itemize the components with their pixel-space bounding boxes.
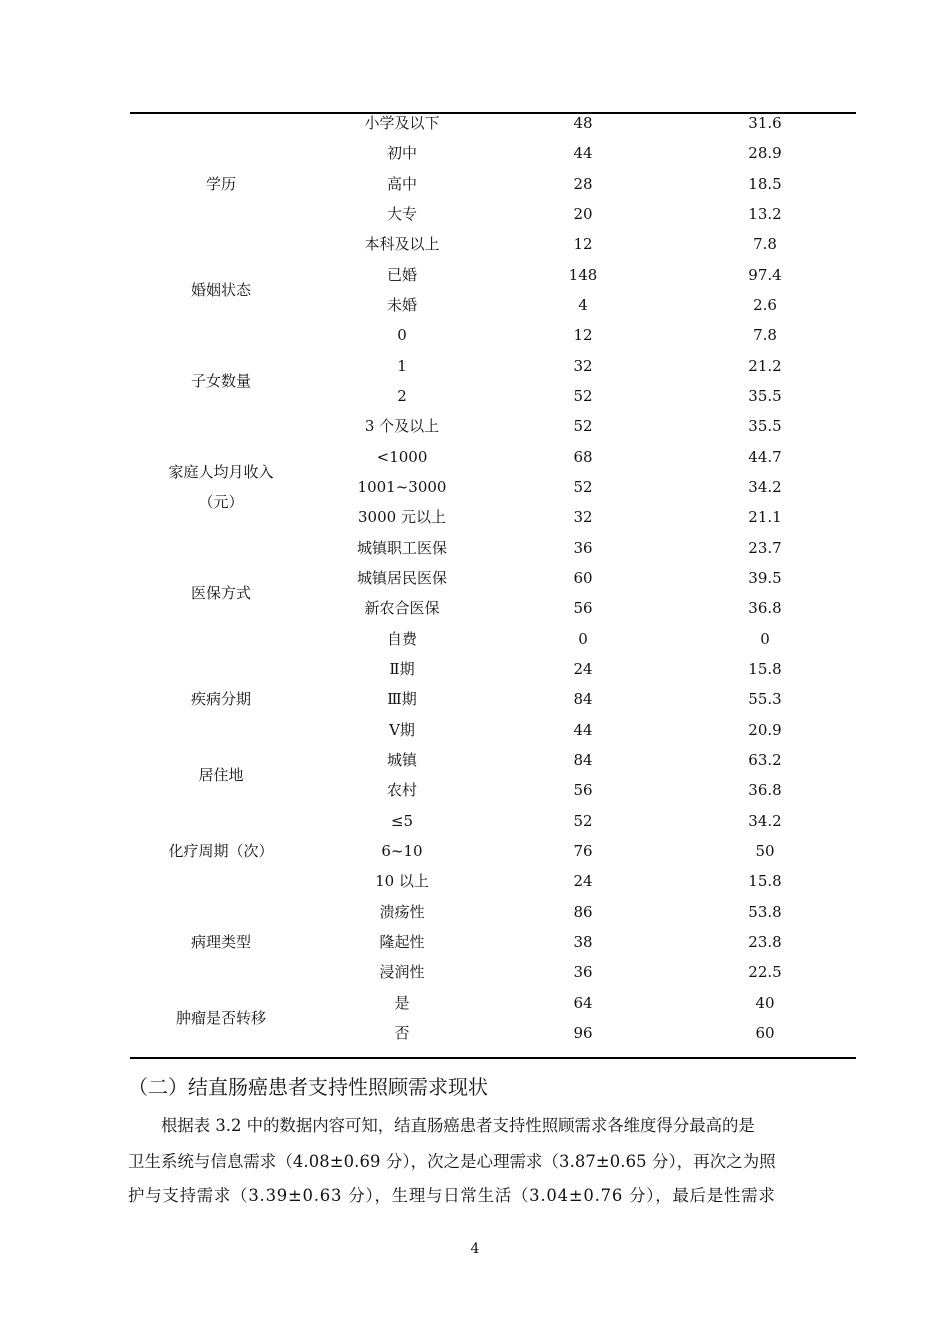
table-cell-sub-item: 农村 xyxy=(386,781,417,800)
table-cell-sub-item: Ⅴ期 xyxy=(389,720,415,739)
table-cell-sub-item: 已婚 xyxy=(386,265,417,284)
table-cell-sub-item: 城镇 xyxy=(386,750,417,769)
table-cell-sub-item: 自费 xyxy=(386,629,417,648)
table-cell-percent: 36.8 xyxy=(748,599,782,618)
table-cell-sub-item: 否 xyxy=(394,1023,410,1042)
table-cell-percent: 35.5 xyxy=(748,417,782,436)
table-cell-count: 32 xyxy=(573,356,593,375)
table-cell-sub-item: 6~10 xyxy=(381,841,423,860)
table-cell-count: 12 xyxy=(573,326,593,345)
table-cell-count: 60 xyxy=(573,568,593,587)
table-cell-count: 48 xyxy=(573,114,593,132)
table-cell-count: 44 xyxy=(573,144,593,163)
table-cell-count: 28 xyxy=(573,174,593,193)
table-cell-count: 148 xyxy=(568,265,598,284)
table-cell-percent: 60 xyxy=(755,1023,775,1042)
table-cell-percent: 63.2 xyxy=(748,750,782,769)
table-cell-count: 20 xyxy=(573,204,593,223)
table-bottom-rule xyxy=(130,1057,856,1059)
table-cell-sub-item: 未婚 xyxy=(386,295,417,314)
table-cell-percent: 35.5 xyxy=(748,386,782,405)
table-category-label: 家庭人均月收入（元） xyxy=(168,462,274,511)
table-cell-sub-item: 本科及以上 xyxy=(364,235,440,254)
paragraph-line-1: 根据表 3.2 中的数据内容可知，结直肠癌患者支持性照顾需求各维度得分最高的是 xyxy=(161,1116,755,1135)
table-cell-count: 38 xyxy=(573,932,593,951)
table-cell-sub-item: 城镇职工医保 xyxy=(356,538,447,557)
table-cell-percent: 39.5 xyxy=(748,568,782,587)
table-cell-percent: 20.9 xyxy=(748,720,782,739)
paragraph-line-3: 护与支持需求（3.39±0.63 分），生理与日常生活（3.04±0.76 分），最后是性需求 xyxy=(128,1186,776,1205)
paragraph-line-2: 卫生系统与信息需求（4.08±0.69 分），次之是心理需求（3.87±0.65 分），再次之为照 xyxy=(128,1152,776,1171)
table-cell-percent: 15.8 xyxy=(748,659,782,678)
table-cell-percent: 18.5 xyxy=(748,174,782,193)
table-category-label: 病理类型 xyxy=(190,932,251,951)
table-cell-sub-item: 1 xyxy=(397,356,407,375)
table-cell-percent: 44.7 xyxy=(748,447,782,466)
table-cell-percent: 0 xyxy=(760,629,770,648)
table-cell-count: 44 xyxy=(573,720,593,739)
table-cell-count: 24 xyxy=(573,872,593,891)
table-cell-sub-item: 1001~3000 xyxy=(357,477,447,496)
table-cell-count: 0 xyxy=(578,629,588,648)
table-category-label: 疾病分期 xyxy=(190,690,251,709)
table-cell-sub-item: 2 xyxy=(397,386,407,405)
table-cell-count: 12 xyxy=(573,235,593,254)
table-cell-sub-item: 小学及以下 xyxy=(364,114,440,132)
table-cell-percent: 13.2 xyxy=(748,204,782,223)
table-cell-percent: 53.8 xyxy=(748,902,782,921)
table-cell-count: 24 xyxy=(573,659,593,678)
table-cell-percent: 2.6 xyxy=(753,295,777,314)
table-cell-sub-item: 城镇居民医保 xyxy=(356,568,447,587)
table-cell-count: 4 xyxy=(578,295,588,314)
table-cell-sub-item: 是 xyxy=(394,993,410,1012)
table-cell-count: 52 xyxy=(573,477,593,496)
table-cell-sub-item: 新农合医保 xyxy=(364,599,440,618)
table-cell-count: 52 xyxy=(573,811,593,830)
table-cell-count: 68 xyxy=(573,447,593,466)
table-cell-count: 64 xyxy=(573,993,593,1012)
table-cell-sub-item: 3000 元以上 xyxy=(358,508,446,527)
table-cell-sub-item: 溃疡性 xyxy=(379,902,425,921)
table-cell-percent: 7.8 xyxy=(753,235,777,254)
table-cell-sub-item: ≤5 xyxy=(390,811,414,830)
table-cell-count: 84 xyxy=(573,750,593,769)
table-cell-percent: 23.8 xyxy=(748,932,782,951)
table-cell-percent: 50 xyxy=(755,841,775,860)
table-cell-sub-item: 0 xyxy=(397,326,407,345)
table-cell-percent: 40 xyxy=(755,993,775,1012)
page-number: 4 xyxy=(470,1241,480,1257)
table-cell-percent: 97.4 xyxy=(748,265,782,284)
table-cell-sub-item: Ⅲ期 xyxy=(387,690,417,709)
table-cell-count: 56 xyxy=(573,599,593,618)
table-cell-sub-item: 高中 xyxy=(386,174,417,193)
demographics-table xyxy=(130,109,856,1057)
table-cell-percent: 21.2 xyxy=(748,356,782,375)
table-cell-percent: 31.6 xyxy=(748,114,782,132)
table-cell-sub-item: 3 个及以上 xyxy=(364,417,440,436)
table-category-label: 婚姻状态 xyxy=(190,280,251,299)
table-cell-sub-item: 浸润性 xyxy=(379,963,425,982)
table-cell-count: 84 xyxy=(573,690,593,709)
table-cell-sub-item: 初中 xyxy=(386,144,417,163)
table-cell-sub-item: 大专 xyxy=(386,204,417,223)
table-category-label: 居住地 xyxy=(198,766,244,785)
table-cell-count: 32 xyxy=(573,508,593,527)
table-category-label: 医保方式 xyxy=(190,584,251,603)
table-cell-percent: 15.8 xyxy=(748,872,782,891)
table-category-label: 学历 xyxy=(205,174,236,193)
table-cell-sub-item: Ⅱ期 xyxy=(389,659,415,678)
table-category-label: 肿瘤是否转移 xyxy=(175,1008,266,1027)
table-cell-sub-item: <1000 xyxy=(376,447,428,466)
table-cell-count: 52 xyxy=(573,386,593,405)
table-cell-percent: 23.7 xyxy=(748,538,782,557)
table-cell-count: 96 xyxy=(573,1023,593,1042)
table-category-label: 子女数量 xyxy=(190,371,251,390)
table-cell-percent: 36.8 xyxy=(748,781,782,800)
table-cell-percent: 34.2 xyxy=(748,811,782,830)
table-cell-percent: 21.1 xyxy=(748,508,782,527)
table-cell-percent: 55.3 xyxy=(748,690,782,709)
table-cell-count: 56 xyxy=(573,781,593,800)
table-cell-count: 76 xyxy=(573,841,593,860)
table-cell-count: 52 xyxy=(573,417,593,436)
table-cell-count: 36 xyxy=(573,963,593,982)
table-category-label: 化疗周期（次） xyxy=(168,841,274,860)
table-cell-count: 36 xyxy=(573,538,593,557)
table-cell-percent: 34.2 xyxy=(748,477,782,496)
table-cell-percent: 28.9 xyxy=(748,144,782,163)
table-cell-percent: 22.5 xyxy=(748,963,782,982)
table-cell-count: 86 xyxy=(573,902,593,921)
table-cell-sub-item: 10 以上 xyxy=(375,872,429,891)
table-cell-percent: 7.8 xyxy=(753,326,777,345)
section-heading: （二）结直肠癌患者支持性照顾需求现状 xyxy=(128,1075,488,1099)
table-cell-sub-item: 隆起性 xyxy=(379,932,425,951)
